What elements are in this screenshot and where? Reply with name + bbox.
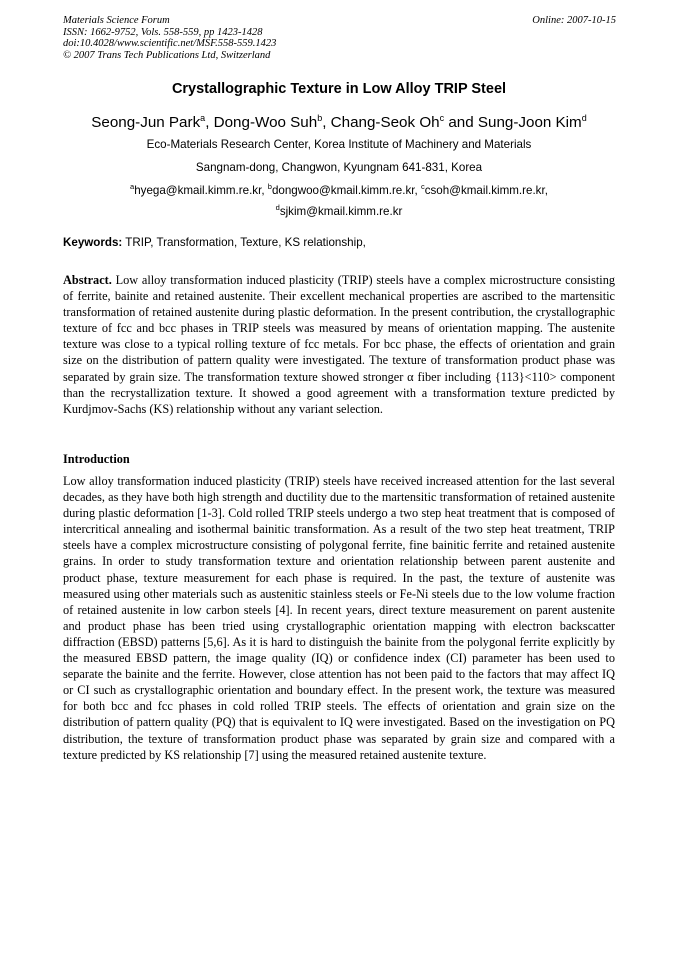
online-date: Online: 2007-10-15 (532, 15, 616, 26)
author-name: Dong-Woo Suh (213, 114, 318, 132)
email-address: dongwoo@kmail.kimm.re.kr (271, 183, 415, 197)
email-mark: a (130, 182, 135, 191)
email-separator: , (261, 183, 268, 197)
author-affil-mark: c (439, 113, 445, 123)
section-heading: Introduction (63, 452, 130, 466)
keywords-text: TRIP, Transformation, Texture, KS relationship, (122, 236, 366, 249)
paper-title: Crystallographic Texture in Low Alloy TRIP Steel (171, 81, 507, 97)
email-separator: , (544, 183, 548, 197)
author-name: Chang-Seok Oh (330, 114, 440, 132)
email-address: sjkim@kmail.kimm.re.kr (279, 204, 403, 218)
copyright-line: © 2007 Trans Tech Publications Ltd, Switzerland (63, 49, 271, 61)
abstract-label: Abstract. (63, 273, 112, 287)
author-separator: , (322, 114, 331, 132)
author-separator: and (444, 114, 478, 132)
email-address: csoh@kmail.kimm.re.kr (424, 183, 545, 197)
author-affil-mark: d (581, 113, 587, 123)
email-mark: c (420, 182, 425, 191)
keywords (63, 236, 366, 249)
journal-name: Materials Science Forum (63, 15, 170, 26)
author-name: Seong-Jun Park (91, 114, 201, 132)
publication-header (63, 15, 616, 61)
affiliation-email-d (0, 203, 678, 218)
affiliation-institute: Eco-Materials Research Center, Korea Institute of Machinery and Materials (146, 138, 532, 151)
abstract-text: Low alloy transformation induced plasticity (TRIP) steels have a complex microstructure consisting of ferrite, bainite and retained austenite. Their excellent mechanical properties are ascribed to the martensitic transformation of retained austenite during plastic deformation. In the present contribution, the crystallographic texture of fcc and bcc phases in TRIP steels was measured by means of orientation mapping. The austenite texture was close to a typical rolling texture of fcc metals. For bcc phase, the effects of orientation and grain size on the distribution of pattern quality were investigated. The texture of transformation product phase was separated by grain size. The transformation texture showed stronger α fiber including {113}<110> component than the recrystallization texture. It showed a good agreement with a transformation texture predicted by Kurdjmov-Sachs (KS) relationship without any variant selection. (63, 273, 615, 416)
email-mark: d (275, 203, 280, 212)
author-list (0, 113, 678, 131)
email-address: hyega@kmail.kimm.re.kr (134, 183, 262, 197)
keywords-label: Keywords: (63, 236, 123, 249)
author-name: Sung-Joon Kim (477, 114, 582, 132)
author-affil-mark: a (200, 113, 206, 123)
author-separator: , (205, 114, 214, 132)
abstract (63, 272, 615, 417)
email-mark: b (267, 182, 272, 191)
email-separator: , (414, 183, 421, 197)
introduction-body: Low alloy transformation induced plasticity (TRIP) steels have received increased attention for the last several decades, as they have both high strength and ductility due to the martensitic transformation of retained austenite during plastic deformation [1-3]. Cold rolled TRIP steels undergo a two step heat treatment that is composed of intercritical annealing and isothermal bainitic transformation. As a result of the two step heat treatment, TRIP steels have a complex microstructure consisting of polygonal ferrite, fine bainitic ferrite and retained austenite grains. In order to study transformation texture and orientation relationship between parent austenite and product phase, texture measurement for each phase is required. In the past, the texture of austenite was measured using other materials such as austenitic stainless steels or Fe-Ni steels due to the low volume fraction of retained austenite in low carbon steels [4]. In recent years, direct texture measurement on parent austenite and product phase has been tried using crystallographic orientation mapping with electron backscatter diffraction (EBSD) patterns [5,6]. As it is hard to distinguish the bainite from the polygonal ferrite explicitly by the measured EBSD pattern, the image quality (IQ) or confidence index (CI) parameter has been used to separate the bainite and the ferrite. However, close attention has not been paid to the factors that may affect IQ or CI such as crystallographic orientation and boundary effect. In the present work, the texture was measured for both bcc and fcc phases in cold rolled TRIP steels. The effects of orientation and grain size on the distribution of pattern quality (PQ) that is equivalent to IQ were investigated. Based on the investigation on PQ distribution, the texture of transformation product phase was separated by grain size and compared with a texture predicted by KS relationship [7] using the measured retained austenite texture. (63, 474, 615, 762)
issn-line: ISSN: 1662-9752, Vols. 558-559, pp 1423-1428 (63, 26, 263, 38)
affiliation-emails (0, 182, 678, 197)
doi-line: doi:10.4028/www.scientific.net/MSF.558-559.1423 (63, 38, 277, 49)
author-affil-mark: b (317, 113, 323, 123)
affiliation-address: Sangnam-dong, Changwon, Kyungnam 641-831, Korea (195, 161, 483, 174)
